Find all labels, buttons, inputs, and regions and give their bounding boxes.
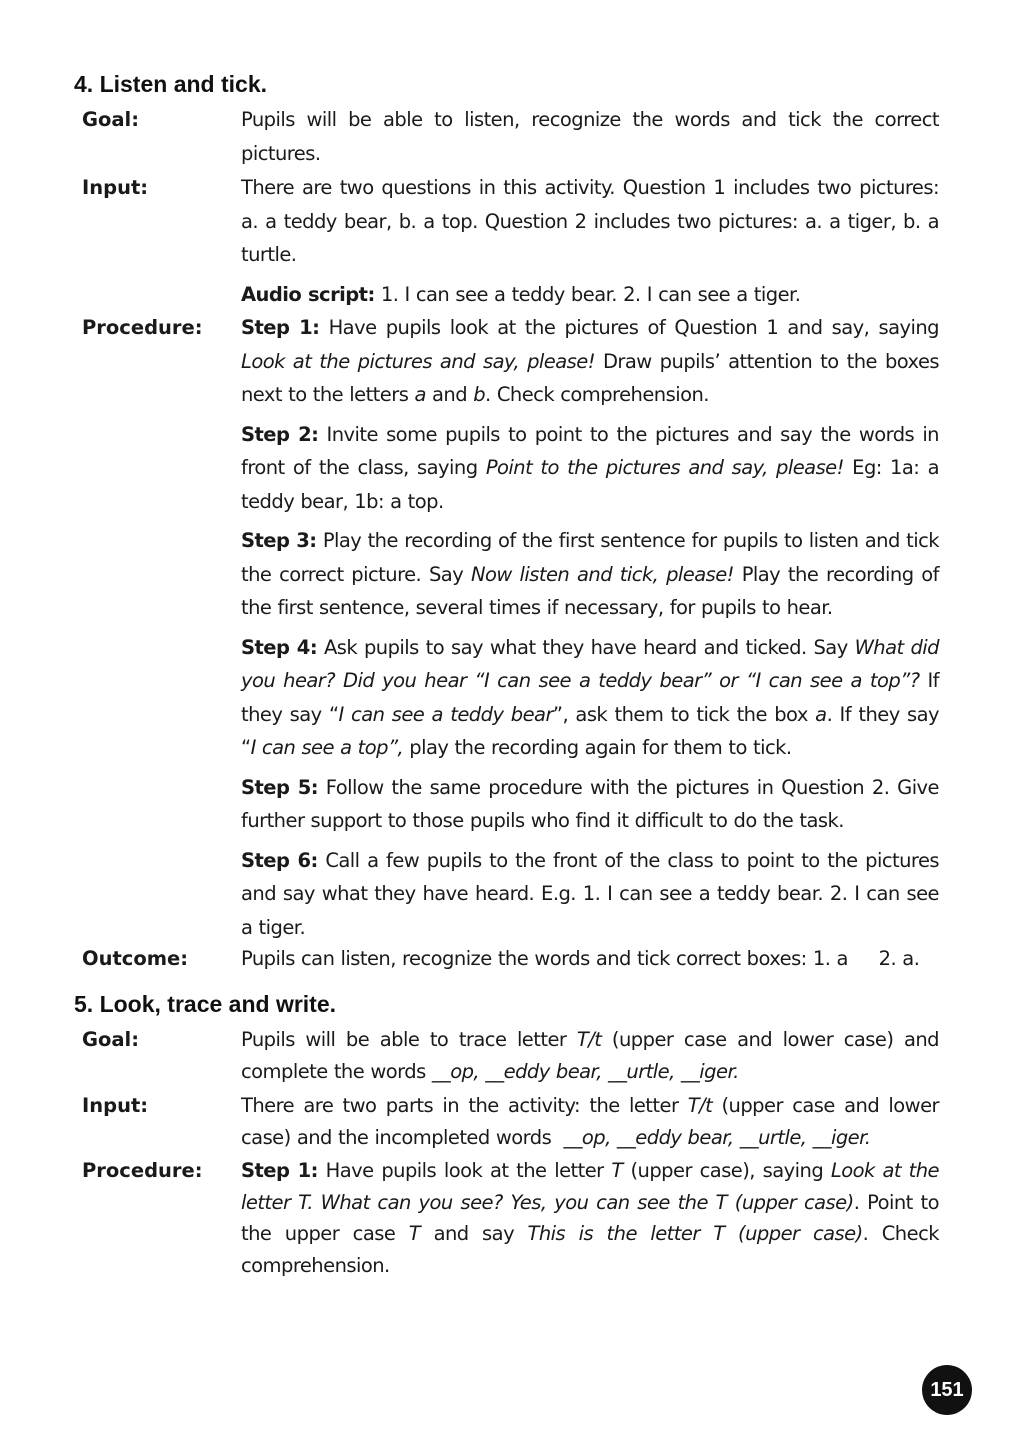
- step-text: ”, ask them to tick the box: [552, 702, 816, 726]
- step-2: [241, 418, 939, 519]
- step-4: [241, 631, 939, 765]
- step-italic: T: [611, 1159, 623, 1182]
- step-text: Call a few pupils to the front of the class to point to the pictures and say what they have heard. E.g. 1. I can see a teddy bear. 2. I can see a tiger.: [241, 848, 939, 939]
- step-text: Draw pupils’ attention to the boxes next to the letters: [241, 349, 940, 406]
- input-italic: __op, __eddy bear, __urtle, __iger.: [563, 1125, 871, 1149]
- step-text: Have pupils look at the pictures of Question 1 and say, saying: [319, 316, 939, 339]
- input-text: [241, 1090, 946, 1153]
- goal-italic: T/t: [576, 1028, 602, 1051]
- audio-script-label: Audio script:: [241, 282, 375, 306]
- goal-text: [241, 1024, 939, 1087]
- step-1-label: Step 1:: [241, 1159, 318, 1182]
- step-text: Invite some pupils to point to the pictures and say the words in front of the class, saying: [241, 422, 939, 479]
- step-2-label: Step 2:: [241, 422, 319, 446]
- step-6: [241, 844, 939, 945]
- step-3-label: Step 3:: [241, 529, 317, 552]
- section-4-input-row: [82, 171, 939, 311]
- step-italic: Point to the pictures and say, please!: [485, 456, 844, 479]
- step-text: Play the recording of the first sentence for pupils to listen and tick the correct picture. Say: [241, 529, 939, 586]
- section-4-outcome-row: [82, 942, 939, 976]
- audio-script: [241, 278, 939, 312]
- goal-text-part: (upper case and lower case) and complete the words: [241, 1028, 939, 1083]
- section-4-title: 4. Listen and tick.: [74, 71, 267, 97]
- step-text: Play the recording of the first sentence, several times if necessary, for pupils to hear.: [241, 562, 939, 619]
- input-label: Input:: [82, 176, 149, 199]
- step-text: . Check comprehension.: [485, 383, 709, 406]
- step-text: . Check comprehension.: [241, 1222, 939, 1277]
- step-6-label: Step 6:: [241, 848, 318, 872]
- step-1-label: Step 1:: [241, 316, 320, 339]
- step-italic: a: [414, 383, 426, 406]
- section-4-procedure-row: [82, 311, 939, 944]
- procedure-steps: [241, 1155, 939, 1281]
- step-text: If they say “: [241, 669, 939, 726]
- goal-label: Goal:: [82, 108, 140, 131]
- step-italic: Look at the pictures and say, please!: [241, 349, 595, 373]
- section-5-input-row: [82, 1090, 946, 1153]
- section-5-goal-row: [82, 1024, 939, 1087]
- procedure-label: Procedure:: [82, 316, 203, 339]
- step-italic: Look at the letter T. What can you see? Yes, you can see the T (upper case): [241, 1159, 940, 1214]
- step-text: (upper case), saying: [622, 1159, 831, 1182]
- step-text: . If they say “: [241, 702, 940, 759]
- step-5: [241, 771, 939, 838]
- step-italic: Now listen and tick, please!: [470, 562, 734, 586]
- step-1: [241, 1155, 939, 1281]
- step-3: [241, 524, 939, 625]
- step-italic: a: [815, 702, 827, 726]
- step-italic: I can see a teddy bear: [338, 702, 553, 726]
- input-text: [241, 171, 939, 311]
- section-4-goal-row: [82, 103, 939, 170]
- step-italic: T: [408, 1222, 421, 1245]
- goal-text: Pupils will be able to listen, recognize the words and tick the correct pictures.: [241, 108, 939, 165]
- page-number: 151: [930, 1378, 964, 1401]
- page-number-badge: [922, 1365, 972, 1415]
- goal-italic: __op, __eddy bear, __urtle, __iger.: [431, 1059, 739, 1083]
- step-italic: What did you hear? Did you hear “I can see a teddy bear” or “I can see a top”?: [241, 635, 939, 692]
- step-text: play the recording again for them to tick.: [403, 736, 792, 759]
- step-text: Eg: 1a: a teddy bear, 1b: a top.: [241, 456, 939, 513]
- step-1: [241, 311, 939, 412]
- input-description: There are two questions in this activity. Question 1 includes two pictures: a. a teddy bear, b. a top. Question 2 includes two pictures: a. a tiger, b. a turtle.: [241, 176, 939, 266]
- procedure-steps: [241, 311, 939, 944]
- step-italic: This is the letter T (upper case): [527, 1222, 863, 1245]
- step-italic: b: [473, 383, 486, 406]
- outcome-label: Outcome:: [82, 947, 189, 970]
- step-text: Ask pupils to say what they have heard and ticked. Say: [317, 635, 855, 659]
- input-text-part: There are two parts in the activity: the letter: [241, 1094, 688, 1117]
- goal-label: Goal:: [82, 1028, 140, 1051]
- step-italic: I can see a top”,: [250, 736, 404, 759]
- step-text: and say: [420, 1222, 528, 1245]
- step-text: Follow the same procedure with the pictures in Question 2. Give further support to those pupils who find it difficult to do the task.: [241, 775, 939, 832]
- step-text: Have pupils look at the letter: [317, 1159, 612, 1182]
- step-text: . Point to the upper case: [241, 1190, 939, 1245]
- step-4-label: Step 4:: [241, 635, 318, 659]
- input-label: Input:: [82, 1094, 149, 1117]
- goal-text-part: Pupils will be able to trace letter: [241, 1028, 577, 1051]
- input-text-part: (upper case and lower case) and the incompleted words: [241, 1094, 946, 1149]
- outcome-text: Pupils can listen, recognize the words and tick correct boxes: 1. a 2. a.: [241, 947, 920, 970]
- section-5-procedure-row: [82, 1155, 939, 1281]
- input-italic: T/t: [687, 1094, 713, 1117]
- section-5-title: 5. Look, trace and write.: [74, 991, 337, 1017]
- procedure-label: Procedure:: [82, 1159, 203, 1182]
- step-text: and: [425, 383, 474, 406]
- step-5-label: Step 5:: [241, 775, 318, 799]
- audio-script-text: 1. I can see a teddy bear. 2. I can see a tiger.: [374, 282, 801, 306]
